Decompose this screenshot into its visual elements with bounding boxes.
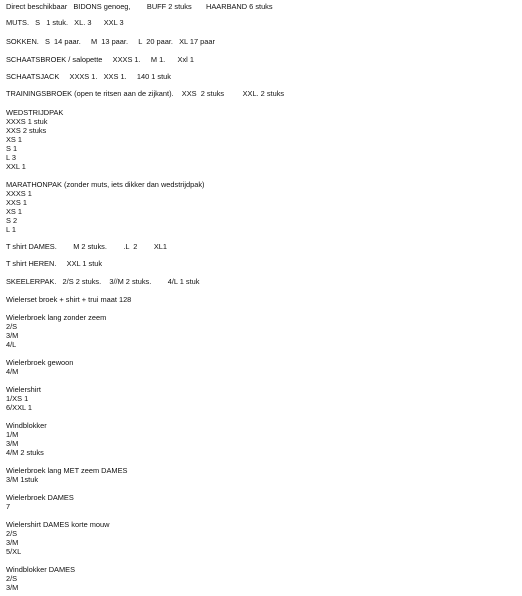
text-line: XXS 1: [6, 198, 27, 207]
text-line: Direct beschikbaar BIDONS genoeg, BUFF 2 stuks HAARBAND 6 stuks: [6, 2, 273, 11]
text-line: 3/M: [6, 439, 19, 448]
text-line: MARATHONPAK (zonder muts, iets dikker dan wedstrijdpak): [6, 180, 205, 189]
text-line: SCHAATSBROEK / salopette XXXS 1. M 1. Xxl 1: [6, 55, 194, 64]
text-line: 5/XL: [6, 547, 22, 556]
text-line: T shirt HEREN. XXL 1 stuk: [6, 259, 103, 268]
text-line: Windblokker DAMES: [6, 565, 75, 574]
text-line: XXL 1: [6, 162, 26, 171]
text-line: 4/L: [6, 340, 17, 349]
text-line: SCHAATSJACK XXXS 1. XXS 1. 140 1 stuk: [6, 72, 171, 81]
text-line: Windblokker: [6, 421, 47, 430]
text-line: XXS 2 stuks: [6, 126, 47, 135]
text-line: XS 1: [6, 135, 23, 144]
text-line: 2/S: [6, 574, 18, 583]
text-line: 3/M: [6, 583, 19, 592]
text-line: XXXS 1 stuk: [6, 117, 48, 126]
text-line: SKEELERPAK. 2/S 2 stuks. 3//M 2 stuks. 4/L 1 stuk: [6, 277, 200, 286]
text-line: 7: [6, 502, 11, 511]
text-line: 4/M: [6, 367, 19, 376]
text-line: Wielerbroek gewoon: [6, 358, 74, 367]
text-line: L 1: [6, 225, 16, 234]
text-line: Wielerbroek lang MET zeem DAMES: [6, 466, 128, 475]
text-line: WEDSTRIJDPAK: [6, 108, 64, 117]
text-line: 3/M 1stuk: [6, 475, 39, 484]
text-line: 2/S: [6, 529, 18, 538]
text-line: XS 1: [6, 207, 23, 216]
text-line: 1/M: [6, 430, 19, 439]
text-line: S 1: [6, 144, 18, 153]
text-line: MUTS. S 1 stuk. XL. 3 XXL 3: [6, 18, 124, 27]
text-line: Wielershirt: [6, 385, 41, 394]
text-line: Wielershirt DAMES korte mouw: [6, 520, 110, 529]
text-line: T shirt DAMES. M 2 stuks. .L 2 XL1: [6, 242, 167, 251]
text-line: Wielerbroek DAMES: [6, 493, 74, 502]
text-line: Wielerbroek lang zonder zeem: [6, 313, 107, 322]
text-line: 3/M: [6, 538, 19, 547]
text-line: 2/S: [6, 322, 18, 331]
text-line: SOKKEN. S 14 paar. M 13 paar. L 20 paar. XL 17 paar: [6, 37, 215, 46]
text-line: XXXS 1: [6, 189, 32, 198]
text-line: S 2: [6, 216, 18, 225]
text-line: Wielerset broek + shirt + trui maat 128: [6, 295, 132, 304]
text-line: TRAININGSBROEK (open te ritsen aan de zijkant). XXS 2 stuks XXL. 2 stuks: [6, 89, 285, 98]
text-line: 4/M 2 stuks: [6, 448, 44, 457]
text-line: 3/M: [6, 331, 19, 340]
text-line: L 3: [6, 153, 16, 162]
text-line: 6/XXL 1: [6, 403, 33, 412]
text-line: 1/XS 1: [6, 394, 29, 403]
